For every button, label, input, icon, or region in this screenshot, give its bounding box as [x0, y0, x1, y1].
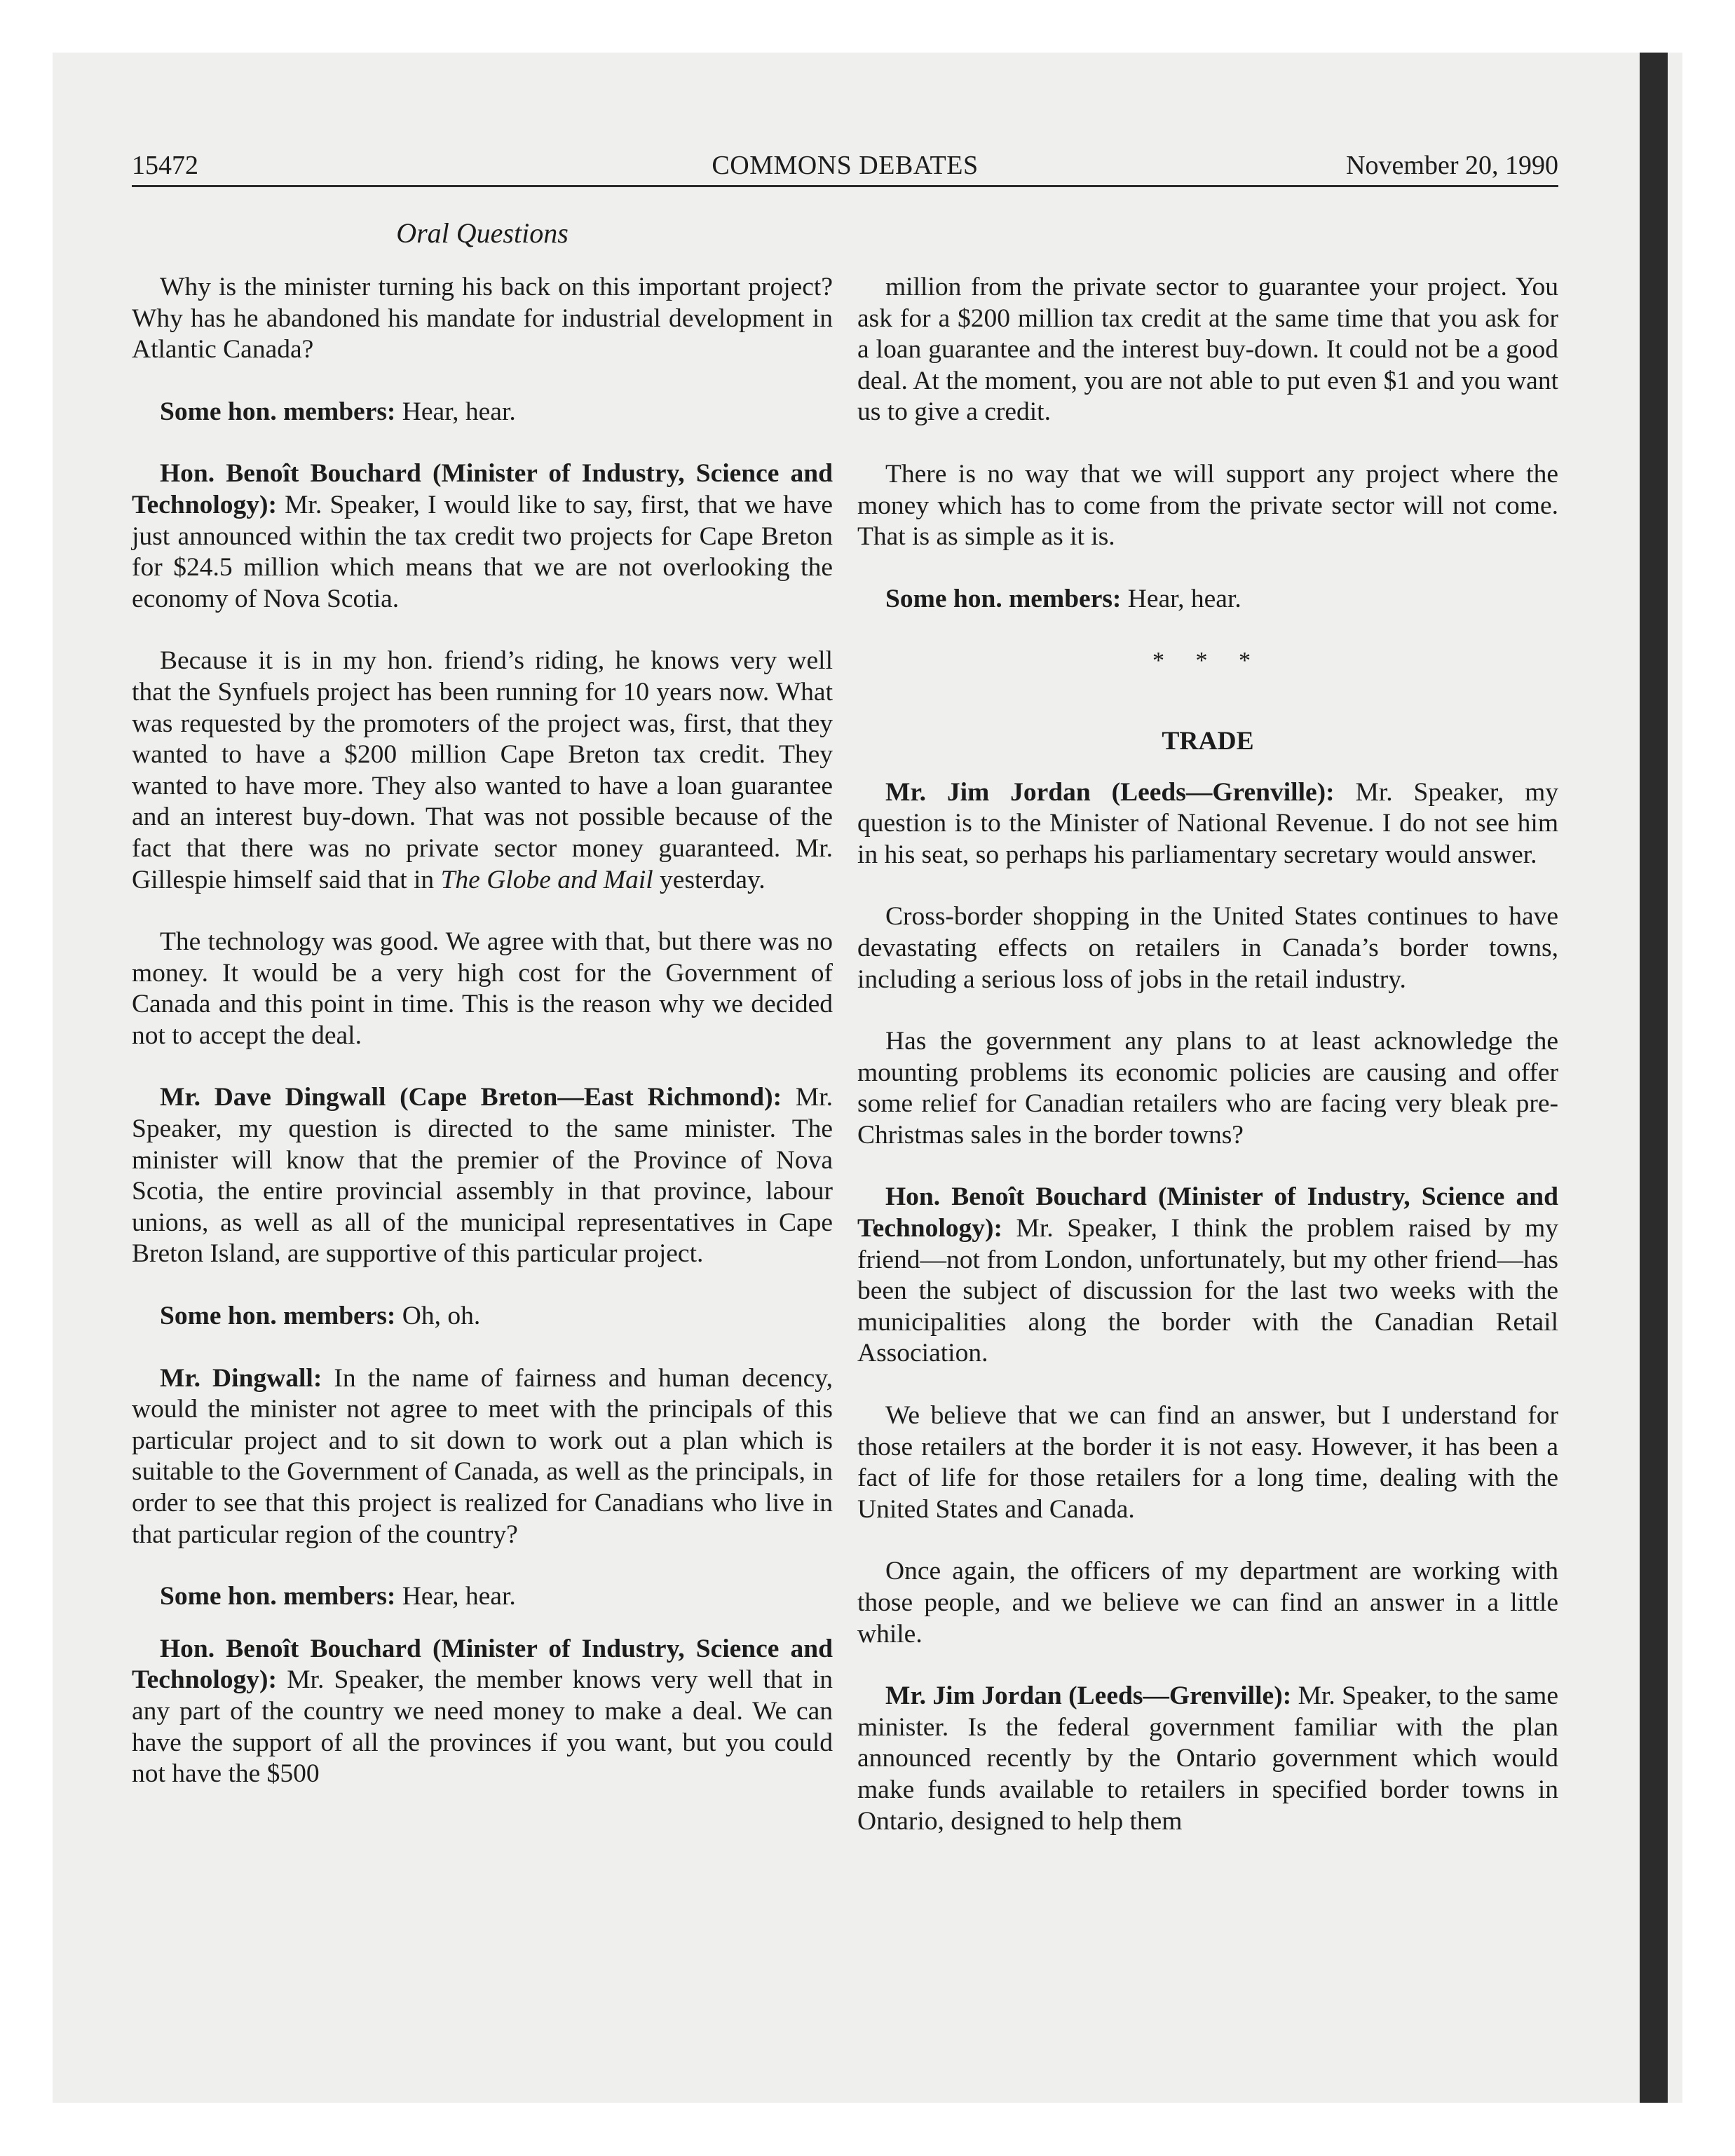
speaker-name: Hon. Benoît Bouchard (Minister of Industry, Science and Technology): [857, 1182, 1558, 1243]
paragraph-text: In the name of fairness and human decency, would the minister not agree to meet with the principals of this particular project and to sit down to work out a plan which is suitable to the Government of Canada, as well as the principals, in order to see that this project is realized for Canadians who live in that particular region of the country? [132, 1363, 833, 1549]
paragraph [132, 1634, 833, 1790]
paragraph-text: Oh, oh. [395, 1302, 481, 1331]
paragraph [857, 1556, 1558, 1650]
paragraph [857, 272, 1558, 428]
section-label: Oral Questions [396, 217, 569, 249]
page-number: 15472 [132, 151, 198, 180]
speaker-name: Mr. Jim Jordan (Leeds—Grenville): [885, 777, 1335, 807]
paragraph-text: Hear, hear. [1121, 584, 1241, 613]
running-head [132, 144, 1558, 186]
paragraph-text: Cross-border shopping in the United States continues to have devastating effects on retailers in Canada’s border towns, including a serious loss of jobs in the retail industry. [857, 902, 1558, 994]
paragraph-text: million from the private sector to guarantee your project. You ask for a $200 million tax credit at the same time that you ask for a loan guarantee and the interest buy-down. It could not be a good deal. At the moment, you are not able to put even $1 and you want us to give a credit. [857, 273, 1558, 427]
speaker-name: Some hon. members: [160, 397, 396, 426]
publication-date: November 20, 1990 [1346, 151, 1558, 180]
speaker-name: Mr. Dave Dingwall (Cape Breton—East Richmond): [160, 1083, 782, 1112]
paragraph-text: Hear, hear. [395, 1582, 516, 1611]
speaker-name: Some hon. members: [160, 1302, 396, 1331]
paragraph-text: Mr. Speaker, I think the problem raised by my friend—not from London, unfortunately, but my other friend—has been the subject of discussion for the last two weeks with the municipalities along the border with the Canadian Retail Association. [857, 1214, 1558, 1368]
scan-edge-shadow [1640, 53, 1668, 2103]
paragraph [132, 397, 833, 428]
paragraph [132, 927, 833, 1051]
section-separator: * * * [1152, 648, 1263, 674]
paragraph [857, 459, 1558, 553]
paragraph [857, 777, 1558, 871]
paragraph [132, 1363, 833, 1551]
paragraph [132, 458, 833, 615]
paragraph [857, 584, 1558, 615]
paragraph [857, 1400, 1558, 1525]
left-column [132, 272, 833, 1821]
paragraph [132, 272, 833, 366]
paragraph-text: Mr. Speaker, to the same minister. Is the federal government familiar with the plan announced recently by the Ontario government which would make funds available to retailers in specified border towns in Ontario, designed to help them [857, 1681, 1558, 1836]
paragraph-text: Because it is in my hon. friend’s riding, he knows very well that the Synfuels project has been running for 10 years now. What was requested by the promoters of the project was, first, that they wanted to have a $200 million Cape Breton tax credit. They wanted to have more. They also wanted to have a loan guarantee and an interest buy-down. That was not possible because of the fact that there was no private sector money guaranteed. Mr. Gillespie himself said that in [132, 646, 833, 894]
paragraph [857, 1026, 1558, 1151]
speaker-name: Mr. Jim Jordan (Leeds—Grenville): [885, 1681, 1292, 1711]
paragraph-text: We believe that we can find an answer, but I understand for those retailers at the border it is not easy. However, it has been a fact of life for those retailers for a long time, dealing with the United States and Canada. [857, 1401, 1558, 1524]
paragraph-text: Mr. Speaker, I would like to say, first, that we have just announced within the tax credit two projects for Cape Breton for $24.5 million which means that we are not overlooking the economy of Nova Scotia. [132, 490, 833, 613]
speaker-name: Mr. Dingwall: [160, 1363, 322, 1393]
newspaper-title: The Globe and Mail [440, 865, 653, 894]
paragraph-text: Once again, the officers of my department are working with those people, and we believe we can find an answer in a little while. [857, 1557, 1558, 1649]
paragraph-text: The technology was good. We agree with that, but there was no money. It would be a very high cost for the Government of Canada and this point in time. This is the reason why we decided not to accept the deal. [132, 927, 833, 1050]
paragraph [857, 1681, 1558, 1837]
paragraph [132, 646, 833, 896]
paragraph-text-tail: yesterday. [653, 865, 766, 894]
paragraph [132, 1581, 833, 1613]
paragraph [132, 1082, 833, 1270]
paragraph-text: Hear, hear. [395, 397, 516, 426]
paragraph-text: There is no way that we will support any project where the money which has to come from the private sector will not come. That is as simple as it is. [857, 459, 1558, 552]
speaker-name: Some hon. members: [885, 584, 1122, 613]
section-heading: TRADE [1162, 726, 1254, 756]
paragraph [857, 1182, 1558, 1370]
header-rule [132, 185, 1558, 187]
speaker-name: Hon. Benoît Bouchard (Minister of Industry, Science and Technology): [132, 1634, 833, 1695]
paragraph [132, 1301, 833, 1332]
speaker-name: Hon. Benoît Bouchard (Minister of Industry, Science and Technology): [132, 459, 833, 519]
speaker-name: Some hon. members: [160, 1582, 396, 1611]
paragraph-text: Has the government any plans to at least acknowledge the mounting problems its economic policies are causing and offer some relief for Canadian retailers who are facing very bleak pre-Christmas sales in the border towns? [857, 1027, 1558, 1149]
paragraph [857, 901, 1558, 995]
paragraph-text: Mr. Speaker, the member knows very well that in any part of the country we need money to make a deal. We can have the support of all the provinces if you want, but you could not have the $500 [132, 1665, 833, 1789]
journal-title: COMMONS DEBATES [712, 151, 979, 180]
paragraph-text: Mr. Speaker, my question is to the Minister of National Revenue. I do not see him in his seat, so perhaps his parliamentary secretary would answer. [857, 777, 1558, 869]
paragraph-text: Why is the minister turning his back on this important project? Why has he abandoned his mandate for industrial development in Atlantic Canada? [132, 273, 833, 364]
right-column [857, 272, 1558, 1868]
paragraph-text: Mr. Speaker, my question is directed to the same minister. The minister will know that the premier of the Province of Nova Scotia, the entire provincial assembly in that province, labour unions, as well as all of the municipal representatives in Cape Breton Island, are supportive of this particular project. [132, 1083, 833, 1269]
